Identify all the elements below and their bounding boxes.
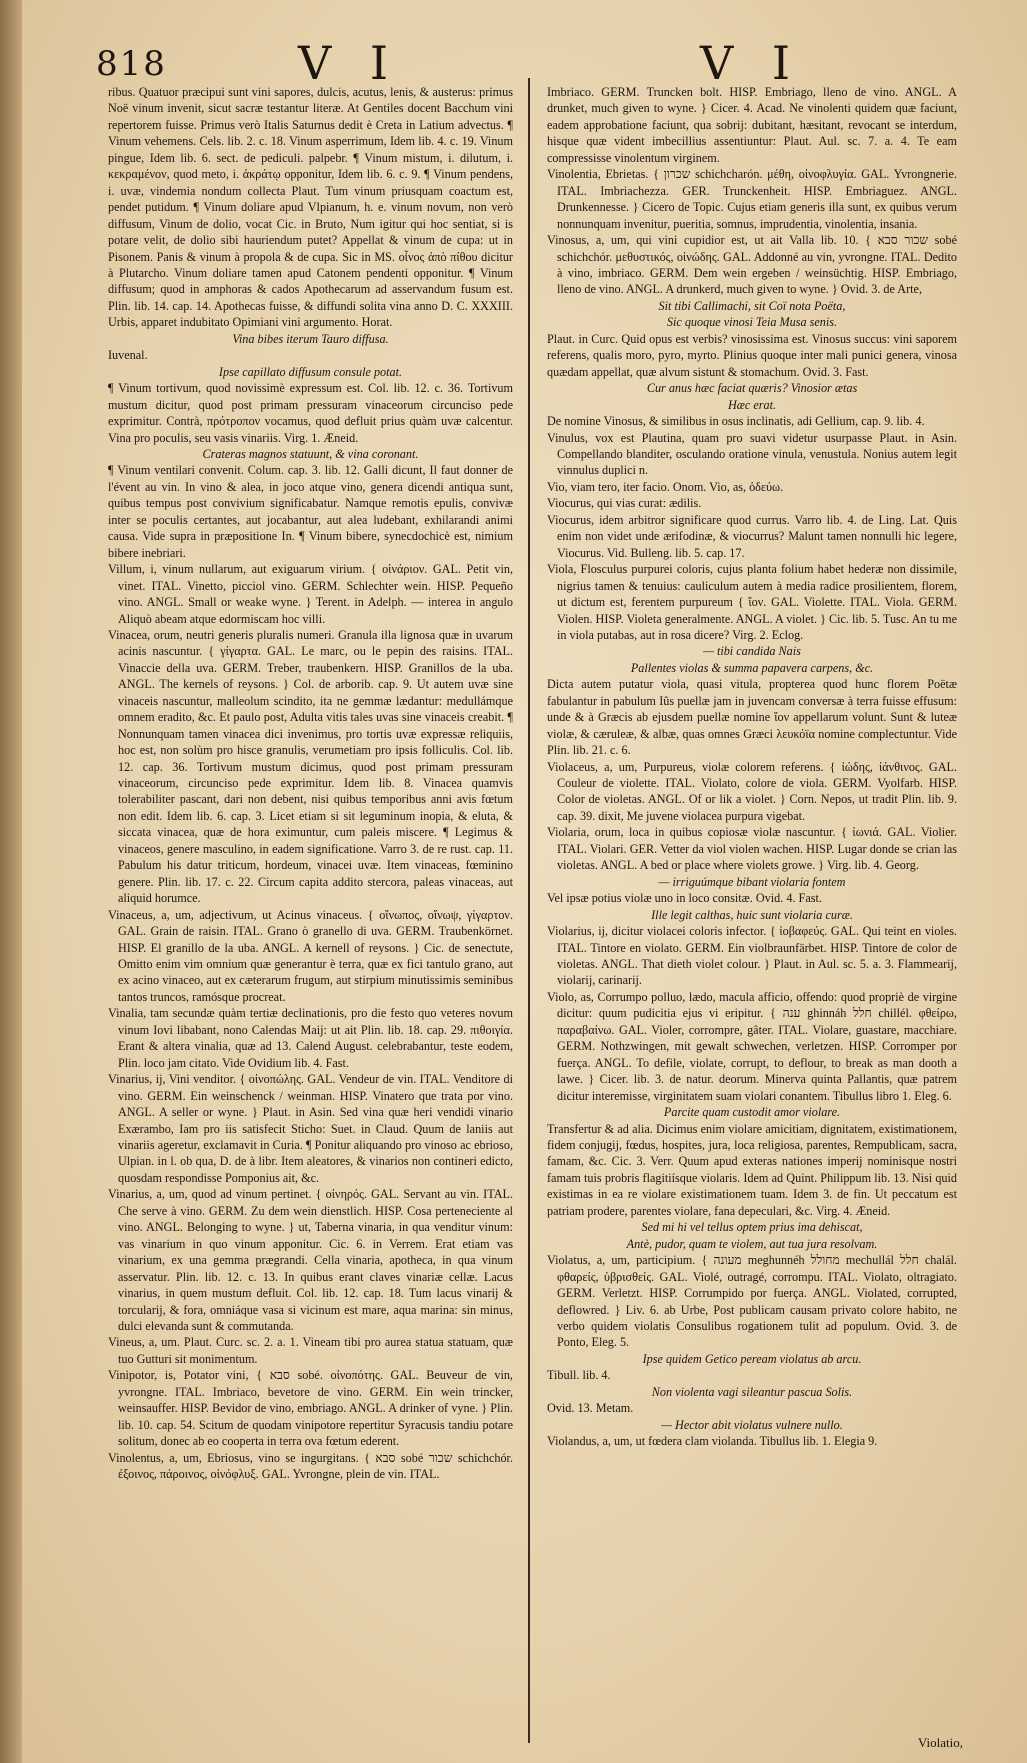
dictionary-entry: Vineus, a, um. Plaut. Curc. sc. 2. a. 1. Vineam tibi pro aurea statua statuam, quæ tuo Gutturi sit monimentum. bbox=[108, 1335, 513, 1366]
dictionary-entry: Vinolentus, a, um, Ebriosus, vino se ingurgitans. { סבא sobé שכור schichchór. ἐξοινος, πάροινος, οἰνόφλυξ. GAL. Yvrongne, plein de vin. ITAL. bbox=[108, 1450, 513, 1482]
verse-quotation: Antè, pudor, quam te violem, aut tua jura resolvam. bbox=[626, 1236, 878, 1251]
column-divider bbox=[528, 78, 530, 1743]
entry-continuation: Vel ipsæ potius violæ uno in loco consitæ. Ovid. 4. Fast. bbox=[547, 891, 822, 906]
dictionary-entry: Viola, Flosculus purpurei coloris, cujus planta folium habet hederæ non dissimile, nigrius tamen & tenuius: cauliculum autem à media radice prosilientem, florem, ut dictum est, ferentem purpureum { ἴον. GAL. Violette. ITAL. Viola. GERM. Violen. HISP. Violeta generalmente. ANGL. A violet. } Cic. lib. 5. Tusc. An tu me in viola putabas, aut in rosa dicere? Virg. 2. Eclog. bbox=[547, 562, 957, 642]
verse-quotation: — tibi candida Nais bbox=[703, 644, 801, 659]
dictionary-entry: Vinosus, a, um, qui vini cupidior est, ut ait Valla lib. 10. { שכור סבא sobé schichchór. μεθυστικός, οἰνώδης. GAL. Addonné au vin, yvrongne. ITAL. Dedito à vino, imbriaco. GERM. Dem wein ergeben / weinsüchtig. HISP. Embriago, lleno de vino. ANGL. A drunkerd, much given to wyne. } Ovid. 3. de Arte, bbox=[547, 233, 957, 297]
dictionary-entry: Violatus, a, um, participium. { מעונה meghunnéh מחולל mechullál חלל chalál. φθαρείς, ὑβρισθείς. GAL. Violé, outragé, corrompu. ITAL. Violato, oltragiato. GERM. Verletzt. HISP. Corrumpido por fuerça. ANGL. Violated, corrupted, deflowred. } Liv. 6. ab Urbe, Post publicam causam privato colore habito, ne verbo quidem violatis Consulibus rogationem tulit ad populum. Ovid. 3. de Ponto, Eleg. 5. bbox=[547, 1253, 957, 1350]
right-column bbox=[547, 84, 957, 1749]
dictionary-entry: Violo, as, Corrumpo polluo, lædo, macula afficio, offendo: quod propriè de virgine dicitur: quum pudicitia ejus vi eripitur. { ענה ghinnáh חלל chillél. φθείρω, παραβαίνω. GAL. Violer, corrompre, gâter. ITAL. Violare, guastare, macchiare. GERM. Nothzwingen, mit gewalt schwechen, verletzen. HISP. Corromper por fuerça. ANGL. To defile, violate, corrupt, to deflour, to break as man dooth a lawe. } Cicer. lib. 3. de natur. deorum. Minerva quinta Pallantis, quæ patrem dicitur interemisse, virginitatem suam violari conantem. Tibullus libro 1. Eleg. 6. bbox=[547, 989, 957, 1103]
verse-quotation: Ille legit calthas, huic sunt violaria curæ. bbox=[651, 907, 853, 922]
verse-quotation: Sit tibi Callimachi, sit Coï nota Poëta, bbox=[658, 298, 846, 313]
dictionary-entry: Violandus, a, um, ut fœdera clam violanda. Tibullus lib. 1. Elegia 9. bbox=[547, 1434, 878, 1449]
verse-quotation: Sic quoque vinosi Teia Musa senis. bbox=[666, 315, 838, 330]
entry-continuation: ribus. Quatuor præcipui sunt vini sapores, dulcis, acutus, lenis, & austerus: primus Noë vinum invenit, sicut sacræ testantur literæ. At Gentiles docent Bacchum vini repertorem fuisse. Primus verò Italis Saturnus dedit è Creta in Latium advectus. ¶ Vinum vehemens. Cels. lib. 2. c. 18. Vinum asperrimum, Idem lib. 4. c. 19. Vinum pingue, Idem lib. 6. sect. de pediculi. palpebr. ¶ Vinum mistum, i. dilutum, i. κεκραμένον, quod meto, i. ἀκράτῳ opponitur, Idem lib. 6. c. 9. ¶ Vinum pendens, i. uvæ, vindemia nondum collecta Plaut. Tum vinum priusquam coactum est, pendet putidum. ¶ Vinum doliare apud Vlpianum, h. e. vinum novum, non verò diffusum, Vinum de dolio, vocat Cic. in Bruto, Num igitur qui hoc sentiat, si is potare velit, de dolio sibi hauriendum putet? Appellat & vinum de cupa: ut in Pisonem. Panis & vinum à propola & de cupa. Sic in MS. οἶνος ἀπὸ πίθου dicitur à Plutarcho. Vinum doliare tamen apud Catonem pendenti opponitur. ¶ Vinum diffusum; quod in amphoras & cados Apothecarum ad asservandum fusum est. Plin. lib. 14. cap. 14. Apothecas fuisse, & diffundi solita vina anno D. C. XXXIII. Urbis, apparet indubitato Opimiani vini argumento. Horat. bbox=[108, 85, 513, 330]
dictionary-entry: Vinulus, vox est Plautina, quam pro suavi videtur usurpasse Plaut. in Asin. Compellando blanditer, osculando oratione vinula, venustula. Nonius autem legit vinnulus duplici n. bbox=[547, 430, 957, 478]
verse-quotation: Ipse quidem Getico peream violatus ab arcu. bbox=[642, 1351, 862, 1366]
entry-continuation: De nomine Vinosus, & similibus in osus inclinatis, adi Gellium, cap. 9. lib. 4. bbox=[547, 414, 925, 429]
left-column bbox=[108, 84, 513, 1749]
dictionary-entry: Vio, viam tero, iter facio. Onom. Vio, as, ὁδεύω. bbox=[547, 479, 784, 494]
dictionary-entry: Violarius, ij, dicitur violacei coloris infector. { ἰοβαφεύς. GAL. Qui teint en violes. ITAL. Tintore en violato. GERM. Ein violbraunfärbet. HISP. Tintore de color de violetas. ANGL. That dieth violet colour. } Plaut. in Aul. sc. 5. a. 3. Flammearij, violarij, carinarij. bbox=[547, 924, 957, 988]
verse-quotation: Non violenta vagi sileantur pascua Solis. bbox=[651, 1384, 853, 1399]
page-number: 818 bbox=[96, 44, 167, 84]
dictionary-entry: Violaceus, a, um, Purpureus, violæ colorem referens. { ἰώδης, ἰάνθινος. GAL. Couleur de violette. ITAL. Violato, colore de viola. GERM. Vyolfarb. HISP. Color de violetas. ANGL. Of or lik a violet. } Corn. Nepos, ut tradit Plin. lib. 9. cap. 39. dixit, Me juvene violacea purpura vigebat. bbox=[547, 759, 957, 823]
dictionary-entry: Vinipotor, is, Potator vini, { סבא sobé. οἰνοπότης. GAL. Beuveur de vin, yvrongne. ITAL. Imbriaco, bevetore de vino. GERM. Ein wein trincker, weinsauffer. HISP. Bevidor de vino, embriago. ANGL. A drinker of vyne. } Plin. lib. 10. cap. 54. Scitum de quodam vinipotore repertitur Syracusis tandiu potare solitum, donec ab eo cooperta in terra ova fœtum ederent. bbox=[108, 1368, 513, 1449]
dictionary-entry: Villum, i, vinum nullarum, aut exiguarum virium. { οἰνάριον. GAL. Petit vin, vinet. ITAL. Vinetto, picciol vino. GERM. Schlechter wein. HISP. Pequeño vino. ANGL. Small or weake wyne. } Terent. in Adelph. — interea in angulo Aliquò abeam atque edormiscam hoc villi. bbox=[108, 562, 513, 626]
verse-quotation: Crateras magnos statuunt, & vina coronant. bbox=[202, 446, 419, 461]
entry-continuation: Imbriaco. GERM. Truncken bolt. HISP. Embriago, lleno de vino. ANGL. A drunket, much given to wyne. } Cicer. 4. Acad. Ne vinolenti quidem quæ faciunt, eadem approbatione faciunt, qua sobrij: dubitant, hæsitant, revocant se interdum, hisque quæ vident imbecillius assentiuntur: Plaut. Aul. sc. 7. a. 4. Te eam compressisse vinolentum virginem. bbox=[547, 85, 957, 165]
verse-quotation: Parcite quam custodit amor violare. bbox=[663, 1105, 841, 1120]
dictionary-entry: Vinarius, a, um, quod ad vinum pertinet. { οἰνηρός. GAL. Servant au vin. ITAL. Che serve à vino. GERM. Zu dem wein dienstlich. HISP. Cosa perteneciente al vino. ANGL. Belonging to wyne. } ut, Taberna vinaria, in qua venditur vinum: vas vinarium in quo vinum apponitur. Cic. 6. in Verrem. Erat etiam vas vinarium, ex una gemma prægrandi. Cella vinaria, apotheca, in qua vinum asservatur. Plin. lib. 12. c. 13. In quibus erant claves vinariæ cellæ. Lacus vinarius, in quem mustum defluit. Col. lib. 12. cap. 18. Tum lacus vinarij & torcularij, & fora, omniáque vasa si vicinum est mare, aqua marina: sin minus, dulci elevanda sunt & commutanda. bbox=[108, 1187, 513, 1333]
entry-continuation: Tibull. lib. 4. bbox=[547, 1368, 611, 1383]
dictionary-entry: Violaria, orum, loca in quibus copiosæ violæ nascuntur. { ἰωνιά. GAL. Violier. ITAL. Violari. GER. Vetter da viol violen wachen. HISP. Lugar donde se crian las violetas. ANGL. A bed or place where violets growe. } Virg. lib. 4. Georg. bbox=[547, 825, 957, 873]
verse-quotation: Pallentes violas & summa papavera carpens, &c. bbox=[630, 660, 874, 675]
entry-continuation: Iuvenal. bbox=[108, 348, 148, 363]
dictionary-entry: Vinarius, ij, Vini venditor. { οἰνοπώλης. GAL. Vendeur de vin. ITAL. Venditore di vino. GERM. Ein weinschenck / weinman. HISP. Vinatero que trata por vino. ANGL. A seller or wyne. } Plaut. in Asin. Sed vina quæ heri vendidi vinario Exærambo, Iam pro iis satisfecit Sticho: Suet. in Claud. Quum de laniis aut vinariis ageretur, exclamavit in Curia. ¶ Ponitur aliquando pro vinoso ac ebrioso, Ulpian. in l. ob qua, D. de à libr. Item aleatores, & vinarios non contineri edicto, quosdam respondisse Pomponius ait, &c. bbox=[108, 1072, 513, 1185]
book-spine-shadow bbox=[0, 0, 22, 1763]
running-head-right: V I bbox=[700, 36, 803, 90]
verse-quotation: Hæc erat. bbox=[727, 397, 777, 412]
entry-continuation: Plaut. in Curc. Quid opus est verbis? vinosissima est. Vinosus succus: vini saporem referens, qualis moro, pyro, myrto. Plinius quoque inter mali punici genera, vinosa quædam appellat, quæ alvum sistunt & stomachum. Ovid. 3. Fast. bbox=[547, 331, 957, 379]
verse-quotation: Ipse capillato diffusum consule potat. bbox=[218, 364, 403, 379]
page-header bbox=[0, 30, 1027, 90]
verse-quotation: Vina bibes iterum Tauro diffusa. bbox=[232, 331, 389, 346]
dictionary-entry: Vinacea, orum, neutri generis pluralis numeri. Granula illa lignosa quæ in uvarum acinis nascuntur. { γίγαρτα. GAL. Le marc, ou le pepin des raisins. ITAL. Vinaccie della uva. GERM. Treber, traubenkern. HISP. Granillos de la uba. ANGL. The kernels of reysons. } Col. de arborib. cap. 9. Ut autem uvæ sine vinaceis nascuntur, malleolum scindito, ita ne gemmæ lædantur: medullámque omnem eradito, &c. Et paulo post, Adulta vitis tales uvas sine vinaceis creabit. ¶ Nonnunquam tamen vinacea dici invenimus, pro tortis uvæ expressæ reliquiis, hoc est, non solùm pro hisce granulis, verumetiam pro ipsis folliculis. Col. lib. 12. cap. 36. Tortivum mustum dicimus, quod post primam pressuram vinaceorum, circunciso pede exprimitur. Idem lib. 8. Vinacea quamvis tolerabiliter pascant, dari non debent, nisi quibus temporibus anni avis fœtum non edit. Idem lib. 6. cap. 3. Licet etiam si sit leguminum inopia, & eluta, & siccata vinacea, quæ de hora eximuntur, cum paleis miscere. ¶ Legimus & vinaceos, genere masculino, in eadem significatione. Varro 3. de re rust. cap. 11. Pabulum his datur triticum, hordeum, vinacei uvæ. Item vinaceas, fœminino genere. Plin. lib. 17. c. 22. Circum capita addito stercora, paleas vinaceas, aut aliquid horumce. bbox=[108, 627, 513, 906]
catchword: Violatio, bbox=[917, 1735, 963, 1750]
entry-continuation: ¶ Vinum tortivum, quod novissimè expressum est. Col. lib. 12. c. 36. Tortivum mustum dicitur, quod post primam pressuram vinaceorum circunciso pede exprimitur. Contrà, πρότροπον vocamus, quod defluit prius quàm uvæ calcentur. Vina pro poculis, seu vasis vinariis. Virg. 1. Æneid. bbox=[108, 381, 513, 445]
verse-quotation: Cur anus hæc faciat quæris? Vinosior ætas bbox=[646, 381, 858, 396]
entry-continuation: Ovid. 13. Metam. bbox=[547, 1401, 634, 1416]
dictionary-entry: Vinalia, tam secundæ quàm tertiæ declinationis, pro die festo quo veteres novum vinum Iovi libabant, nono Calendas Maij: ut ait Plin. lib. 18. cap. 29. πιθοιγία. Erant & altera vinalia, quæ ad 13. Calend August. celebrabantur, teste eodem, Plin. loco jam citato. Vide Ovidium lib. 4. Fast. bbox=[108, 1006, 513, 1070]
dictionary-entry: Viocurus, idem arbitror significare quod currus. Varro lib. 4. de Ling. Lat. Quis enim non videt unde ærifodinæ, & viocurrus? Malunt tamen nonnulli hic legere, Viocurus. Vid. Bulleng. lib. 5. cap. 17. bbox=[547, 512, 957, 560]
dictionary-entry: Vinaceus, a, um, adjectivum, ut Acinus vinaceus. { οἴνωπος, οἴνωψ, γίγαρτον. GAL. Grain de raisin. ITAL. Grano ò granello di uva. GERM. Traubenkörnet. HISP. El granillo de la uba. ANGL. A kernell of reysons. } Cic. de senectute, Omitto enim vim omnium quæ generantur è terra, quæ ex fici tantulo grano, aut ex acino vinaceo, aut ex cæterarum frugum, aut stirpium minutissimis seminibus tantos truncos, ramósque procreat. bbox=[108, 907, 513, 1004]
running-head-left: V I bbox=[298, 36, 401, 90]
verse-quotation: — irriguúmque bibant violaria fontem bbox=[658, 874, 846, 889]
entry-continuation: ¶ Vinum ventilari convenit. Colum. cap. 3. lib. 12. Galli dicunt, Il faut donner de l'évent au vin. In vino & alea, in joco atque vino, genera dicendi antiqua sunt, quibus tempus post convivium significabatur. Namque remotis epulis, convivæ inter se poculis certantes, aut jocabantur, aut alea ludebant, exhilarandi animi causa. Vide supra in præpositione In. ¶ Vinum bibere, synecdochicè est, nimium bibere inebriari. bbox=[108, 463, 513, 560]
dictionary-entry: Vinolentia, Ebrietas. { שכרון schichcharón. μέθη, οἰνοφλυγία. GAL. Yvrongnerie. ITAL. Imbriachezza. GER. Trunckenheit. HISP. Embriaguez. ANGL. Drunkennesse. } Cicero de Topic. Cujus etiam generis illa sunt, ex quibus verum nonnunquam invenitur, pueritia, somnus, imprudentia, vinolentia, insania. bbox=[547, 167, 957, 231]
verse-quotation: Sed mi hi vel tellus optem prius ima dehiscat, bbox=[641, 1220, 863, 1235]
verse-quotation: — Hector abit violatus vulnere nullo. bbox=[661, 1417, 843, 1432]
entry-continuation: Transfertur & ad alia. Dicimus enim violare amicitiam, dignitatem, existimationem, fidem conjugij, fœdus, hospites, jura, loca religiosa, parentes, Rempublicam, sacra, famam, &c. Cic. 3. Verr. Quum apud exteras nationes imperij nominisque nostri famam tuis probris flagitiísque violaris. Idem ad Quint. Philippum lib. 13. Nisi quid existimas in ea re violare existimationem tuam. Idem 3. de fin. Ut peccatum est patriam prodere, parentes violare, fana depeculari, &c. Virg. 4. Æneid. bbox=[547, 1121, 957, 1218]
entry-continuation: Dicta autem putatur viola, quasi vitula, propterea quod hunc florem Poëtæ fabulantur in pabulum Iûs puellæ jam in juvencam conversæ à terra fuisse effusum: unde & à Græcis ab ejusdem puellæ nomine ἴον appellarum volunt. Sunt & luteæ violæ, & cæruleæ, & albæ, quas omnes Græci λευκόϊα nomine complectuntur. Vide Plin. lib. 21. c. 6. bbox=[547, 677, 957, 758]
dictionary-entry: Viocurus, qui vias curat: ædilis. bbox=[547, 496, 702, 511]
